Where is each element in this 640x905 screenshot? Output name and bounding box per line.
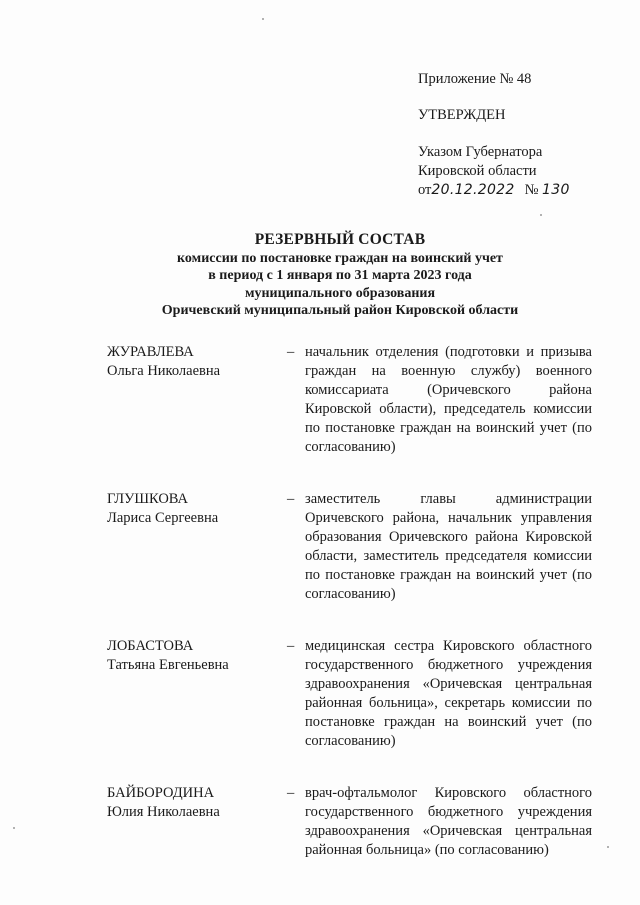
member-name (107, 637, 287, 751)
member-entry (107, 637, 592, 751)
scan-speck (540, 214, 542, 216)
member-given-names: Татьяна Евгеньевна (107, 657, 229, 673)
title-line-2: в период с 1 января по 31 марта 2023 года (208, 268, 472, 283)
scan-speck (13, 827, 15, 829)
scan-speck (607, 846, 609, 848)
title-line-3: муниципального образования (244, 285, 436, 301)
scan-speck (262, 18, 264, 20)
approved-label: УТВЕРЖДЕН (418, 107, 506, 123)
title-main: РЕЗЕРВНЫЙ СОСТАВ (254, 231, 426, 248)
member-role: врач-офтальмолог Кировского областного государственного бюджетного учреждения здравоохранения «Оричевская центральная районная больница» (по согласованию) (305, 785, 592, 858)
title-line-4: Оричевский муниципальный район Кировской области (161, 303, 519, 318)
member-surname: ЛОБАСТОВА (107, 638, 194, 654)
member-surname: БАЙБОРОДИНА (107, 785, 215, 801)
members-list (107, 343, 592, 860)
title-line-1: комиссии по постановке граждан на воинский учет (177, 250, 503, 266)
member-dash: – (287, 638, 295, 654)
member-surname: ЖУРАВЛЕВА (107, 344, 194, 360)
member-given-names: Ольга Николаевна (107, 363, 221, 379)
decree-date-line (418, 181, 618, 200)
decree-line-2: Кировской области (418, 163, 537, 179)
member-role: начальник отделения (подготовки и призыва граждан на военную службу) военного комиссариата (Оричевского района Кировской области), председатель комиссии по постановке граждан на воинский учет (по согласованию) (305, 344, 592, 455)
appendix-number: Приложение № 48 (418, 71, 532, 87)
handwritten-number: 130 (542, 182, 570, 198)
member-name (107, 490, 287, 604)
number-prefix: № (524, 182, 539, 198)
member-dash: – (287, 344, 295, 360)
member-given-names: Юлия Николаевна (107, 804, 220, 820)
handwritten-date: 20.12.2022 (431, 182, 515, 198)
member-dash: – (287, 491, 295, 507)
date-prefix: от (418, 182, 432, 198)
approval-block (418, 70, 618, 200)
decree-line-1: Указом Губернатора (418, 144, 543, 160)
member-surname: ГЛУШКОВА (107, 491, 189, 507)
member-entry (107, 490, 592, 604)
member-entry (107, 784, 592, 860)
member-role: заместитель главы администрации Оричевского района, начальник управления образования Оричевского района Кировской области, заместитель председателя комиссии по постановке граждан на воинский учет (по согласованию) (305, 491, 592, 602)
member-name (107, 784, 287, 860)
member-role: медицинская сестра Кировского областного государственного бюджетного учреждения здравоохранения «Оричевская центральная районная больница», секретарь комиссии по постановке граждан на воинский учет (по согласованию) (305, 638, 592, 749)
member-given-names: Лариса Сергеевна (107, 510, 219, 526)
member-name (107, 343, 287, 457)
member-entry (107, 343, 592, 457)
document-title (60, 231, 620, 320)
member-dash: – (287, 785, 295, 801)
